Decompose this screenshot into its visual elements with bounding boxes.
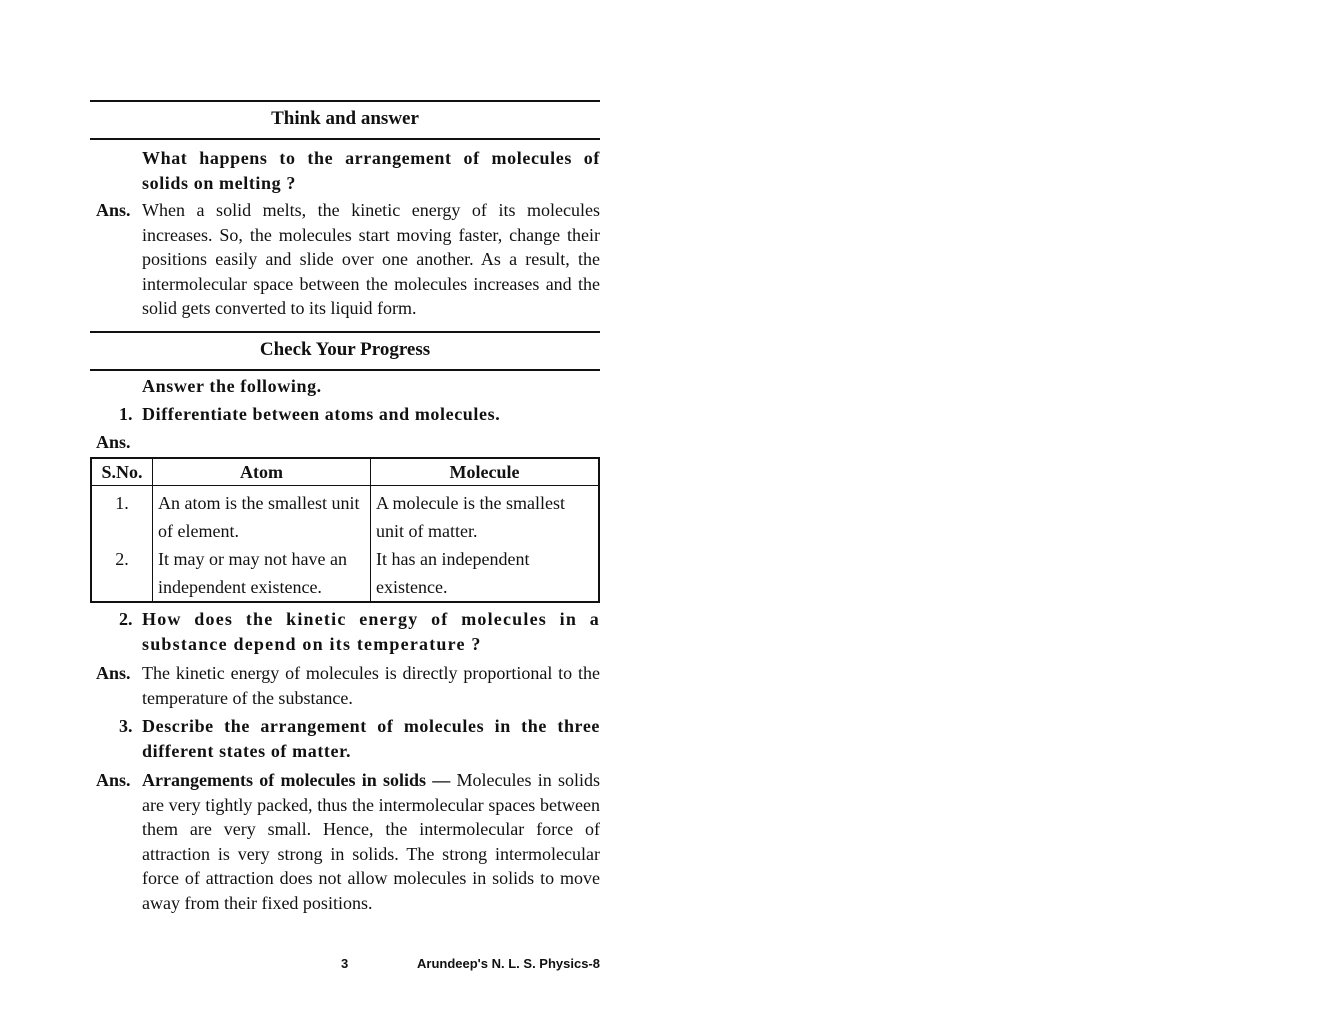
answer-label: Ans. — [96, 663, 131, 683]
question-1-row — [90, 402, 600, 427]
book-title: Arundeep's N. L. S. Physics-8 — [417, 956, 600, 971]
think-question-row — [90, 146, 600, 196]
check-your-progress-heading: Check Your Progress — [259, 338, 431, 360]
instruction-row — [90, 374, 600, 399]
answer-label: Ans. — [96, 200, 131, 220]
cell-atom: It may or may not have an independent existence. — [153, 545, 371, 602]
cell-atom: An atom is the smallest unit of element. — [153, 486, 371, 546]
page-number: 3 — [341, 956, 349, 971]
think-answer: When a solid melts, the kinetic energy of its molecules increases. So, the molecules start moving faster, change their positions easily and slide over one another. As a result, the intermolecular space between the molecules increases and the solid gets converted to its liquid form. — [142, 200, 600, 318]
question-3: Describe the arrangement of molecules in the three different states of matter. — [142, 716, 600, 761]
answer-label: Ans. — [96, 431, 131, 452]
page-content — [90, 100, 600, 915]
question-2-answer-row — [90, 661, 600, 710]
question-3-row — [90, 714, 600, 764]
header-sno: S.No. — [91, 458, 153, 486]
question-number: 2. — [119, 609, 133, 629]
question-2-row — [90, 607, 600, 657]
answer-label: Ans. — [96, 770, 131, 790]
question-1: Differentiate between atoms and molecules. — [142, 403, 501, 424]
question-2-answer: The kinetic energy of molecules is directly proportional to the temperature of the substance. — [142, 663, 600, 708]
think-answer-row — [90, 198, 600, 321]
instruction: Answer the following. — [142, 375, 322, 396]
think-question: What happens to the arrangement of molecules of solids on melting ? — [142, 148, 600, 193]
table-header-row — [91, 458, 599, 486]
table-row — [91, 486, 599, 546]
page-footer — [90, 956, 600, 976]
question-3-answer-row — [90, 768, 600, 915]
cell-molecule: It has an independent existence. — [376, 549, 530, 597]
table-row — [91, 545, 599, 602]
answer-lead: Arrangements of molecules in solids — — [142, 770, 451, 790]
question-number: 3. — [119, 716, 133, 736]
question-1-answer-row — [90, 430, 600, 455]
header-atom: Atom — [153, 458, 371, 486]
think-and-answer-heading: Think and answer — [271, 108, 419, 129]
cell-molecule: A molecule is the smallest unit of matter. — [376, 493, 565, 541]
question-3-answer — [142, 768, 600, 915]
cell-sno: 2. — [91, 545, 153, 602]
heading-rule — [90, 138, 600, 140]
header-molecule: Molecule — [371, 458, 600, 486]
question-2: How does the kinetic energy of molecules in a substance depend on its temperature ? — [142, 609, 600, 654]
cell-sno: 1. — [91, 486, 153, 546]
question-number: 1. — [119, 403, 133, 424]
heading-rule — [90, 369, 600, 371]
answer-text: Molecules in solids are very tightly packed, thus the intermolecular spaces between them are very small. Hence, the intermolecular force of attraction is very strong in solids. The strong intermolecular force of attraction does not allow molecules in solids to move away from their fixed positions. — [142, 770, 601, 913]
atom-molecule-table — [90, 457, 600, 603]
